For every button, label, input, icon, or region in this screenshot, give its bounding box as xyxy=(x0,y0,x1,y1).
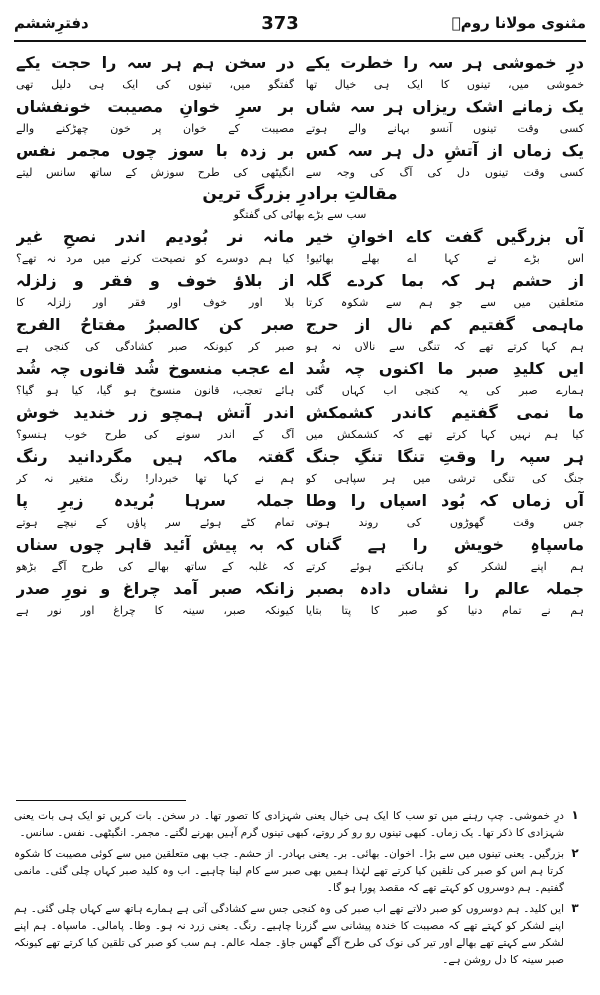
couplet-translation xyxy=(16,164,584,182)
header-book-section: دفترِششم xyxy=(14,14,89,32)
hemistich-left: بر سرِ خوانِ مصیبت خونفشاں xyxy=(16,97,295,116)
couplet-translation xyxy=(16,558,584,576)
couplet-translation xyxy=(16,120,584,138)
translation-right: متعلقین میں سے جو ہم سے شکوہ کرتا xyxy=(305,296,584,309)
footnote xyxy=(14,808,586,842)
footnote-number: ۲ xyxy=(571,846,579,860)
translation-right: ہم نے تمام دنیا کو صبر کا پتا بتایا xyxy=(305,604,584,617)
translation-right: ہمارے صبر کی یہ کنجی اب کہاں گئی xyxy=(305,384,584,397)
translation-right: ہم اپنے لشکر کو ہانکتے ہوئے کرتے xyxy=(305,560,584,573)
hemistich-left: زانکہ صبر آمد چراغ و نورِ صدر xyxy=(16,579,295,598)
couplet-persian xyxy=(16,94,584,120)
hemistich-left: در سخن ہم ہر سہ را حجت یکے xyxy=(16,53,295,72)
couplet xyxy=(16,268,584,312)
hemistich-right: ایں کلیدِ صبر ما اکنوں چہ شُد xyxy=(305,359,584,378)
couplet xyxy=(16,138,584,182)
verse-body xyxy=(16,50,584,795)
footnotes xyxy=(14,808,586,973)
footnote-number: ۳ xyxy=(571,901,579,915)
couplet-translation xyxy=(16,76,584,94)
couplet xyxy=(16,312,584,356)
footnote-text: ایں کلید۔ ہم دوسروں کو صبر دلاتے تھے اب صبر کی وہ کنجی جس سے کشادگی آتی ہے ہمارے ہاتھ سے کہاں چلی گئی۔ ہم اپنے لشکر کو کہتے تھے کہ مصیبت کا خندہ پیشانی سے گزرنا چاہیے۔ رنگ۔ یعنی زرد نہ ہو۔ وطا۔ پامالی۔ ماسپاہ۔ ہم اپنے لشکر سے کہتے تھے بھالے اور تیر کی نوک کی طرح آگے گھس جاؤ۔ جملہ عالم۔ ہم سب کو صبر کی تلقین کیا کرتے تھے کیونکہ صبر سینہ کا دل روشن ہے۔ xyxy=(14,903,564,966)
translation-right: خموشی میں، تینوں کا ایک ہی خیال تھا xyxy=(305,78,584,91)
couplet-persian xyxy=(16,312,584,338)
couplet xyxy=(16,400,584,444)
couplet-persian xyxy=(16,400,584,426)
couplet-translation xyxy=(16,470,584,488)
couplet-persian xyxy=(16,576,584,602)
translation-left: ہم نے کہا تھا خبردار! رنگ متغیر نہ کر xyxy=(16,472,295,485)
hemistich-right: درِ خموشی ہر سہ را خطرت یکے xyxy=(305,53,584,72)
translation-right: اس بڑے نے کہا اے بھلے بھائیو! xyxy=(305,252,584,265)
translation-left: کیا ہم دوسرے کو نصیحت کرنے میں مرد نہ تھے؟ xyxy=(16,252,295,265)
couplet xyxy=(16,50,584,94)
translation-left: انگیٹھی کی طرح سوزش کے ساتھ سانس لیتے xyxy=(16,166,295,179)
hemistich-left: بر زدہ با سوز چوں مجمر نفس xyxy=(16,141,295,160)
translation-right: جنگ کی تنگی ترشی میں ہر سپاہی کو xyxy=(305,472,584,485)
translation-right: جس وقت گھوڑوں کی روند ہوتی xyxy=(305,516,584,529)
translation-left: مصیبت کے خوان پر خون چھڑکنے والے xyxy=(16,122,295,135)
couplet-translation xyxy=(16,250,584,268)
couplet-persian xyxy=(16,268,584,294)
couplet-translation xyxy=(16,514,584,532)
couplet-persian xyxy=(16,532,584,558)
section-subtitle: سب سے بڑے بھائی کی گفتگو xyxy=(233,208,367,221)
translation-left: صبر کر کیونکہ صبر کشادگی کی کنجی ہے xyxy=(16,340,295,353)
couplet-persian xyxy=(16,224,584,250)
couplet-persian xyxy=(16,444,584,470)
translation-right: ہم کہا کرتے تھے کہ تنگی سے نالاں نہ ہو xyxy=(305,340,584,353)
couplet xyxy=(16,94,584,138)
couplet xyxy=(16,532,584,576)
couplet-translation xyxy=(16,294,584,312)
translation-left: آگ کے اندر سونے کی طرح خوب ہنسو؟ xyxy=(16,428,295,441)
footnote xyxy=(14,901,586,969)
couplet-persian xyxy=(16,488,584,514)
hemistich-right: آں زماں کہ بُود اسپاں را وطا xyxy=(305,491,584,510)
hemistich-right: جملہ عالم را نشاں دادہ بصبر xyxy=(305,579,584,598)
footnote-number: ۱ xyxy=(571,808,579,822)
footnote-text: بزرگیں۔ یعنی تینوں میں سے بڑا۔ اخوان۔ بھائی۔ بر۔ یعنی بہادر۔ از حشم۔ جب بھی متعلقین میں سے کوئی مصیبت کا شکوہ کرتا ہم اس کو صبر کی تلقین کیا کرتے تھے لہٰذا ہمیں بھی صبر سے کام لینا چاہیے۔ اب وہ کلید صبر کہاں چلی گئی۔ مانمی گفتیم۔ ہم دوسروں کو کہتے تھے کہ مقصد پورا ہو گا۔ xyxy=(14,848,564,894)
footnote xyxy=(14,846,586,897)
hemistich-left: از بلاؤ خوف و فقر و زلزلہ xyxy=(16,271,295,290)
couplet-persian xyxy=(16,50,584,76)
hemistich-right: یک زماں از آتشِ دل ہر سہ کس xyxy=(305,141,584,160)
couplet xyxy=(16,576,584,620)
translation-left: کیونکہ صبر، سینہ کا چراغ اور نور ہے xyxy=(16,604,295,617)
footnote-text: درِ خموشی۔ چپ رہنے میں تو سب کا ایک ہی خیال یعنی شہزادی کا تصور تھا۔ در سخن۔ بات کریں تو ایک ہی بات یعنی شہزادی کا ذکر تھا۔ یک زماں۔ کبھی تینوں رو رو کر روتے، کبھی تینوں گرم آہیں بھرنے لگتے۔ مجمر۔ انگیٹھی۔ نفس۔ سانس۔ xyxy=(14,810,564,839)
hemistich-left: مانہ نر بُودیم اندر نصحِ غیر xyxy=(16,227,295,246)
hemistich-left: اے عجب منسوخ شُد قانوں چہ شُد xyxy=(16,359,295,378)
couplet xyxy=(16,444,584,488)
hemistich-left: اندر آتش ہمچو زر خندید خوش xyxy=(16,403,295,422)
translation-right: کسی وقت تینوں آنسو بہانے والے ہوتے xyxy=(305,122,584,135)
translation-left: تمام کٹے ہوئے سر پاؤں کے نیچے ہوتے xyxy=(16,516,295,529)
hemistich-left: گفتہ ماکہ ہیں مگردانید رنگ xyxy=(16,447,295,466)
hemistich-right: از حشم ہر کہ بما کردے گلہ xyxy=(305,271,584,290)
translation-right: کسی وقت تینوں دل کی آگ کی وجہ سے xyxy=(305,166,584,179)
hemistich-left: صبر کن کالصبرُ مفتاحُ الفرج xyxy=(16,315,295,334)
section-heading xyxy=(16,182,584,224)
hemistich-right: ماہمی گفتیم کم نال از حرج xyxy=(305,315,584,334)
section-title: مقالتِ برادرِ بزرگ ترین xyxy=(202,184,398,204)
translation-left: بلا اور خوف اور فقر اور زلزلہ کا xyxy=(16,296,295,309)
couplet-persian xyxy=(16,138,584,164)
translation-right: کیا ہم نہیں کہا کرتے تھے کہ کشمکش میں xyxy=(305,428,584,441)
couplet-translation xyxy=(16,602,584,620)
couplet xyxy=(16,224,584,268)
hemistich-right: ہر سپہ را وقتِ تنگا تنگِ جنگ xyxy=(305,447,584,466)
hemistich-right: ماسپاہِ خویش را ہے گناں xyxy=(305,535,584,554)
couplet-translation xyxy=(16,338,584,356)
couplet-translation xyxy=(16,426,584,444)
couplet xyxy=(16,356,584,400)
couplet-persian xyxy=(16,356,584,382)
translation-left: کہ غلبہ کے ساتھ بھالے کی طرح آگے بڑھو xyxy=(16,560,295,573)
translation-left: گفتگو میں، تینوں کی ایک ہی دلیل تھی xyxy=(16,78,295,91)
page-number: 373 xyxy=(261,12,299,34)
couplet-translation xyxy=(16,382,584,400)
hemistich-right: ما نمی گفتیم کاندر کشمکش xyxy=(305,403,584,422)
page-header xyxy=(14,6,586,42)
hemistich-right: یک زمانے اشک ریزاں ہر سہ شاں xyxy=(305,97,584,116)
footnote-separator xyxy=(16,800,186,801)
hemistich-right: آں بزرگیں گفت کاے اخوانِ خیر xyxy=(305,227,584,246)
header-book-title: مثنوی مولانا رومؒ xyxy=(451,14,586,32)
couplet xyxy=(16,488,584,532)
translation-left: ہائے تعجب، قانون منسوخ ہو گیا، کیا ہو گیا؟ xyxy=(16,384,295,397)
hemistich-left: کہ بہ پیش آئید قاہر چوں سناں xyxy=(16,535,295,554)
hemistich-left: جملہ سرہا بُریدہ زیرِ پا xyxy=(16,491,295,510)
